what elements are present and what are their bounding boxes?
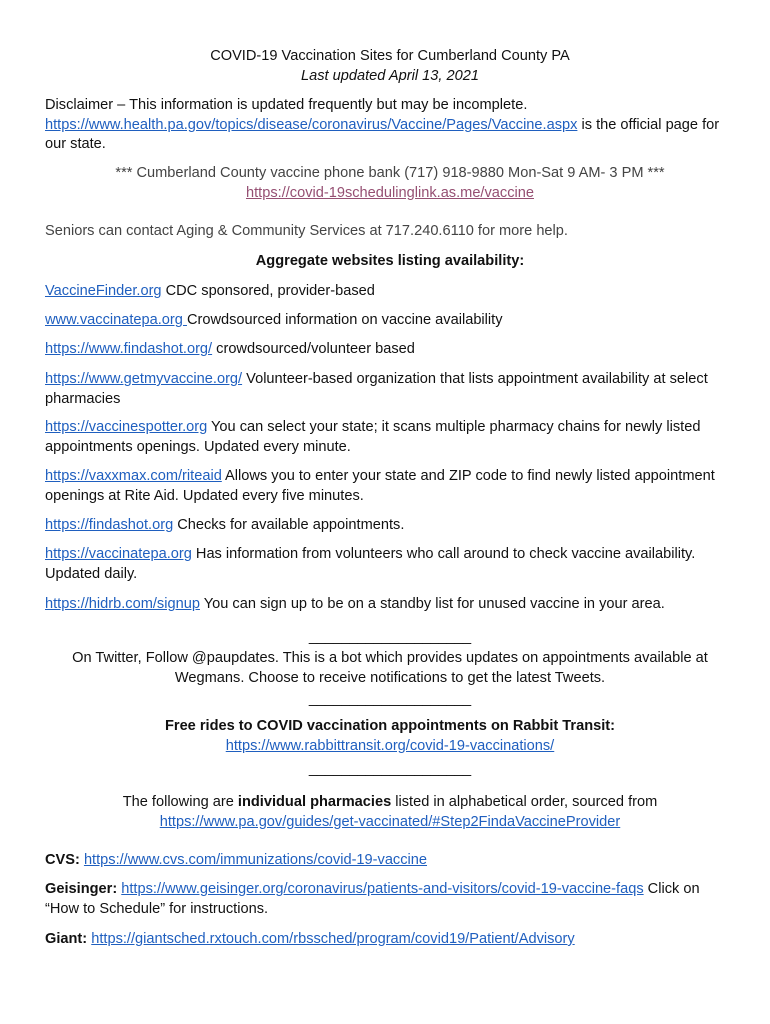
aggregate-link[interactable]: https://www.findashot.org/ — [45, 341, 213, 357]
pharmacy-link[interactable]: https://www.cvs.com/immunizations/covid-19-vaccine — [83, 852, 428, 868]
rides-section — [45, 717, 735, 756]
divider: ____________________ — [308, 691, 472, 707]
rides-heading: Free rides to COVID vaccination appointments on Rabbit Transit: — [164, 718, 616, 734]
list-item: https://vaxxmax.com/riteaid Allows you to enter your state and ZIP code to find newly listed appointment openings at Rite Aid. Updated every five minutes. — [45, 468, 715, 504]
pharmacy-name: Giant: — [45, 931, 88, 947]
disclaimer-text: Disclaimer – This information is updated frequently but may be incomplete. — [45, 97, 528, 113]
aggregate-link[interactable]: https://findashot.org — [45, 517, 174, 533]
pharmacy-link[interactable]: https://giantsched.rxtouch.com/rbssched/program/covid19/Patient/Advisory — [91, 931, 575, 947]
aggregate-link[interactable]: https://vaxxmax.com/riteaid — [45, 468, 222, 484]
pharmacy-name: CVS: — [45, 852, 80, 868]
aggregate-link[interactable]: VaccineFinder.org — [45, 283, 162, 299]
phone-bank: *** Cumberland County vaccine phone bank (717) 918-9880 Mon-Sat 9 AM- 3 PM *** https://covid-19schedulinglink.as.me/vaccine — [115, 165, 665, 201]
list-item: https://hidrb.com/signup You can sign up to be on a standby list for unused vaccine in your area. — [45, 596, 665, 612]
aggregate-link[interactable]: https://vaccinespotter.org — [45, 419, 208, 435]
pharmacies-intro: The following are individual pharmacies listed in alphabetical order, sourced from https://www.pa.gov/guides/get-vaccinated/#Step2FindaVaccineProvider — [122, 794, 658, 830]
scheduling-link[interactable]: https://covid-19schedulinglink.as.me/vaccine — [246, 184, 534, 201]
pharmacy-item — [45, 930, 735, 950]
seniors-note: Seniors can contact Aging & Community Services at 717.240.6110 for more help. — [45, 223, 568, 239]
aggregate-link[interactable]: www.vaccinatepa.org — [45, 312, 187, 328]
list-item: https://findashot.org Checks for available appointments. — [45, 517, 405, 533]
pa-health-link[interactable]: https://www.health.pa.gov/topics/disease/coronavirus/Vaccine/Pages/Vaccine.aspx — [45, 116, 578, 133]
list-item: https://www.findashot.org/ crowdsourced/volunteer based — [45, 341, 415, 357]
pharmacy-item: Geisinger: https://www.geisinger.org/coronavirus/patients-and-visitors/covid-19-vaccine-faqs Click on “How to Schedule” for instructions. — [45, 881, 700, 917]
pharmacy-name: Geisinger: — [45, 881, 118, 897]
aggregate-link[interactable]: https://vaccinatepa.org — [45, 546, 192, 562]
list-item: https://www.getmyvaccine.org/ Volunteer-based organization that lists appointment availability at select pharmacies — [45, 371, 708, 407]
aggregate-heading: Aggregate websites listing availability: — [255, 253, 525, 269]
pharmacy-link[interactable]: https://www.geisinger.org/coronavirus/patients-and-visitors/covid-19-vaccine-faqs — [121, 881, 644, 897]
divider: ____________________ — [308, 629, 472, 645]
list-item: https://vaccinatepa.org Has information from volunteers who call around to check vaccine availability. Updated daily. — [45, 546, 696, 582]
last-updated: Last updated April 13, 2021 — [301, 67, 479, 84]
document-title: COVID-19 Vaccination Sites for Cumberland County PA Last updated April 13, 2021 — [210, 48, 570, 84]
rabbit-transit-link[interactable]: https://www.rabbittransit.org/covid-19-vaccinations/ — [225, 737, 555, 754]
aggregate-link[interactable]: https://www.getmyvaccine.org/ — [45, 371, 243, 387]
divider: ____________________ — [308, 761, 472, 777]
list-item: VaccineFinder.org CDC sponsored, provider-based — [45, 283, 375, 299]
pa-guide-link[interactable]: https://www.pa.gov/guides/get-vaccinated/#Step2FindaVaccineProvider — [159, 813, 621, 830]
pharmacy-item — [45, 851, 735, 871]
list-item: https://vaccinespotter.org You can select your state; it scans multiple pharmacy chains for newly listed appointments openings. Updated every minute. — [45, 419, 701, 455]
aggregate-link[interactable]: https://hidrb.com/signup — [45, 596, 200, 612]
list-item: www.vaccinatepa.org Crowdsourced information on vaccine availability — [45, 312, 503, 328]
twitter-note: On Twitter, Follow @paupdates. This is a bot which provides updates on appointments available at Wegmans. Choose to receive notifications to get the latest Tweets. — [72, 650, 708, 686]
disclaimer: Disclaimer – This information is updated frequently but may be incomplete. https://www.health.pa.gov/topics/disease/coronavirus/Vaccine/Pages/Vaccine.aspx is the official page for our state. — [45, 97, 720, 152]
